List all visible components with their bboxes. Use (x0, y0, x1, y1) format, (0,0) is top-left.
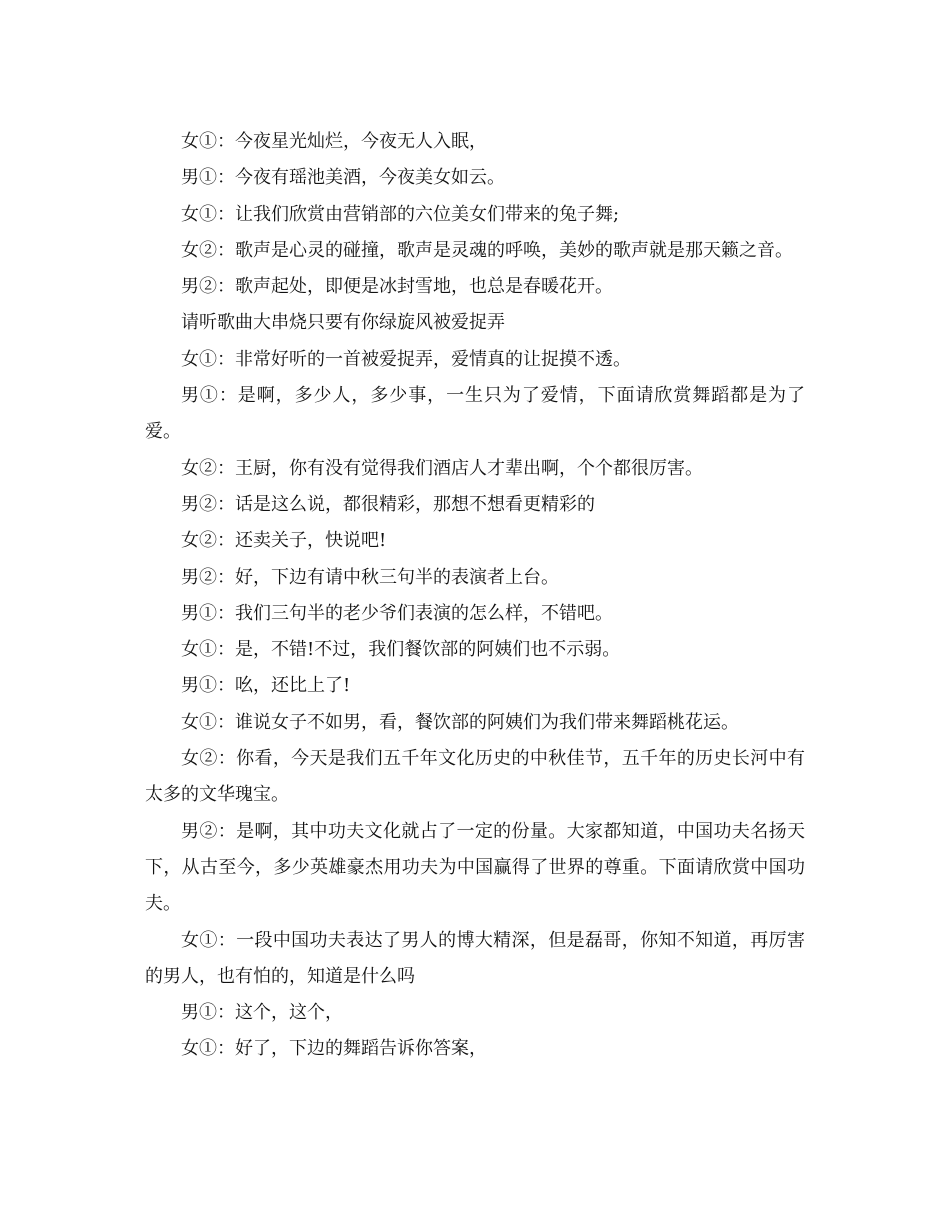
script-line-15: 男①：吆，还比上了! (181, 675, 351, 697)
script-line-8: 男①：是啊，多少人，多少事，一生只为了爱情，下面请欣赏舞蹈都是为了爱。 (145, 385, 805, 443)
script-line-1: 女①：今夜星光灿烂，今夜无人入眠， (181, 131, 487, 152)
script-line-6: 请听歌曲大串烧只要有你绿旋风被爱捉弄 (181, 312, 505, 334)
script-line-10: 男②：话是这么说，都很精彩，那想不想看更精彩的 (181, 493, 595, 515)
script-line-13: 男①：我们三句半的老少爷们表演的怎么样，不错吧。 (181, 602, 613, 624)
script-line-21: 女①：好了，下边的舞蹈告诉你答案， (181, 1038, 487, 1060)
script-line-9: 女②：王厨，你有没有觉得我们酒店人才辈出啊，个个都很厉害。 (181, 457, 703, 479)
script-line-18: 男②：是啊，其中功夫文化就占了一定的份量。大家都知道，中国功夫名扬天下，从古至今，多少英雄豪杰用功夫为中国赢得了世界的尊重。下面请欣赏中国功夫。 (145, 820, 805, 915)
script-line-16: 女①：谁说女子不如男，看，餐饮部的阿姨们为我们带来舞蹈桃花运。 (181, 711, 739, 733)
script-line-2: 男①：今夜有瑶池美酒，今夜美女如云。 (181, 167, 505, 189)
script-line-11: 女②：还卖关子，快说吧! (181, 530, 387, 552)
script-line-7: 女①：非常好听的一首被爱捉弄，爱情真的让捉摸不透。 (181, 348, 631, 370)
script-line-4: 女②：歌声是心灵的碰撞，歌声是灵魂的呼唤，美妙的歌声就是那天籁之音。 (181, 239, 793, 261)
script-line-5: 男②：歌声起处，即便是冰封雪地，也总是春暖花开。 (181, 276, 613, 298)
script-line-17: 女②：你看，今天是我们五千年文化历史的中秋佳节，五千年的历史长河中有太多的文华瑰宝。 (145, 748, 805, 806)
script-line-20: 男①：这个，这个， (181, 1002, 343, 1024)
script-body (145, 124, 805, 1068)
script-line-19: 女①：一段中国功夫表达了男人的博大精深，但是磊哥，你知不知道，再厉害的男人，也有怕的，知道是什么吗 (145, 929, 805, 987)
script-line-12: 男②：好，下边有请中秋三句半的表演者上台。 (181, 566, 559, 588)
script-line-3: 女①：让我们欣赏由营销部的六位美女们带来的兔子舞; (181, 203, 620, 225)
script-line-14: 女①：是，不错!不过，我们餐饮部的阿姨们也不示弱。 (181, 639, 621, 661)
